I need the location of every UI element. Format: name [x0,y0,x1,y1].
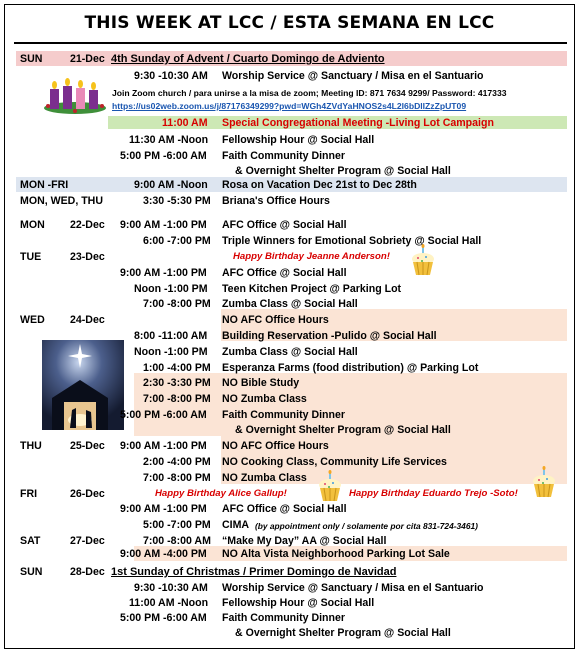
event-title: Briana's Office Hours [222,195,330,207]
event-time: 2:00 -4:00 PM [143,456,211,468]
day-label: WED [20,314,45,326]
date-label: 21-Dec [70,53,105,65]
event-title: Worship Service @ Sanctuary / Misa en el Santuario [222,582,484,594]
event-time: 7:00 -8:00 AM [143,535,211,547]
event-title: NO Zumba Class [222,472,307,484]
event-title: NO Cooking Class, Community Life Services [222,456,447,468]
day-label: SUN [20,53,43,65]
event-title: Zumba Class @ Social Hall [222,298,358,310]
event-title: Fellowship Hour @ Social Hall [222,597,375,609]
event-title: “Make My Day” AA @ Social Hall [222,535,387,547]
birthday-message: Happy Birthday Jeanne Anderson! [233,251,390,262]
event-time: 7:00 -8:00 PM [143,298,211,310]
date-label: 25-Dec [70,440,105,452]
date-label: 27-Dec [70,535,105,547]
zoom-info: Join Zoom church / para unirse a la misa de zoom; Meeting ID: 871 7634 9299/ Password: 417333 [112,88,507,98]
birthday-cupcake-icon [530,466,558,498]
event-title: Building Reservation -Pulido @ Social Hall [222,330,437,342]
event-title: Esperanza Farms (food distribution) @ Parking Lot [222,362,479,374]
day-label: TUE [20,251,42,263]
title-divider [14,42,567,44]
page-title: THIS WEEK AT LCC / ESTA SEMANA EN LCC [84,13,495,33]
event-title: Faith Community Dinner [222,150,346,162]
day-label: SUN [20,566,43,578]
date-label: 22-Dec [70,219,105,231]
birthday-cupcake-icon [409,244,437,276]
event-time: 9:00 AM -4:00 PM [120,548,207,560]
event-time: 9:00 AM -1:00 PM [120,267,207,279]
event-time: 8:00 -11:00 AM [134,330,208,342]
event-title: AFC Office @ Social Hall [222,219,347,231]
event-title: NO Bible Study [222,377,300,389]
event-time: 5:00 PM -6:00 AM [120,612,207,624]
advent-wreath-picture [42,76,108,114]
nativity-scene-picture [42,340,124,430]
event-time: 11:30 AM -Noon [129,134,209,146]
event-time: 7:00 -8:00 PM [143,393,211,405]
event-time: Noon -1:00 PM [134,283,208,295]
event-time: 5:00 -7:00 PM [143,519,211,531]
event-title: Fellowship Hour @ Social Hall [222,134,375,146]
event-time: Noon -1:00 PM [134,346,208,358]
event-title: NO AFC Office Hours [222,440,329,452]
event-title: NO AFC Office Hours [222,314,329,326]
event-time: 1:00 -4:00 PM [143,362,211,374]
event-title: CIMA [222,519,250,531]
event-title: & Overnight Shelter Program @ Social Hall [235,627,451,639]
sunday-heading: 4th Sunday of Advent / Cuarto Domingo de Adviento [111,53,385,65]
event-time: 7:00 -8:00 PM [143,472,211,484]
event-time: 9:30 -10:30 AM [134,70,208,82]
day-label: MON -FRI [20,179,69,191]
birthday-message: Happy Birthday Eduardo Trejo -Soto! [349,488,518,499]
day-label: MON, WED, THU [20,195,103,207]
day-label: THU [20,440,42,452]
event-title: Zumba Class @ Social Hall [222,346,358,358]
day-label: SAT [20,535,41,547]
event-title: AFC Office @ Social Hall [222,267,347,279]
event-title: NO Zumba Class [222,393,307,405]
event-time: 9:00 AM -1:00 PM [120,440,207,452]
event-time: 5:00 PM -6:00 AM [120,150,207,162]
event-time: 3:30 -5:30 PM [143,195,211,207]
birthday-message: Happy Birthday Alice Gallup! [155,488,287,499]
event-time: 2:30 -3:30 PM [143,377,211,389]
day-label: FRI [20,488,38,500]
date-label: 26-Dec [70,488,105,500]
event-time: 9:00 AM -1:00 PM [120,503,207,515]
event-title: & Overnight Shelter Program @ Social Hall [235,165,451,177]
event-note: (by appointment only / solamente por cita 831-724-3461) [255,521,478,531]
date-label: 24-Dec [70,314,105,326]
event-time: 6:00 -7:00 PM [143,235,211,247]
event-title: Rosa on Vacation Dec 21st to Dec 28th [222,179,417,191]
event-title: Faith Community Dinner [222,612,346,624]
day-label: MON [20,219,45,231]
event-title: NO Alta Vista Neighborhood Parking Lot Sale [222,548,450,560]
birthday-cupcake-icon [316,470,344,502]
event-title: Faith Community Dinner [222,409,346,421]
event-time: 9:00 AM -1:00 PM [120,219,207,231]
event-time: 9:30 -10:30 AM [134,582,208,594]
zoom-link[interactable]: https://us02web.zoom.us/j/87176349299?pwd=WGh4ZVdYaHNOS2s4L2l6bDlIZzZpUT09 [112,101,467,111]
special-meeting-title: Special Congregational Meeting -Living Lot Campaign [222,117,494,129]
event-time: 5:00 PM -6:00 AM [120,409,207,421]
event-time: 9:00 AM -Noon [134,179,208,191]
event-title: Worship Service @ Sanctuary / Misa en el Santuario [222,70,484,82]
event-title: Triple Winners for Emotional Sobriety @ Social Hall [222,235,482,247]
event-title: AFC Office @ Social Hall [222,503,347,515]
event-title: Teen Kitchen Project @ Parking Lot [222,283,402,295]
event-time: 11:00 AM [162,117,208,129]
event-title: & Overnight Shelter Program @ Social Hall [235,424,451,436]
event-time: 11:00 AM -Noon [129,597,209,609]
date-label: 23-Dec [70,251,105,263]
date-label: 28-Dec [70,566,105,578]
sunday-heading: 1st Sunday of Christmas / Primer Domingo de Navidad [111,566,397,578]
